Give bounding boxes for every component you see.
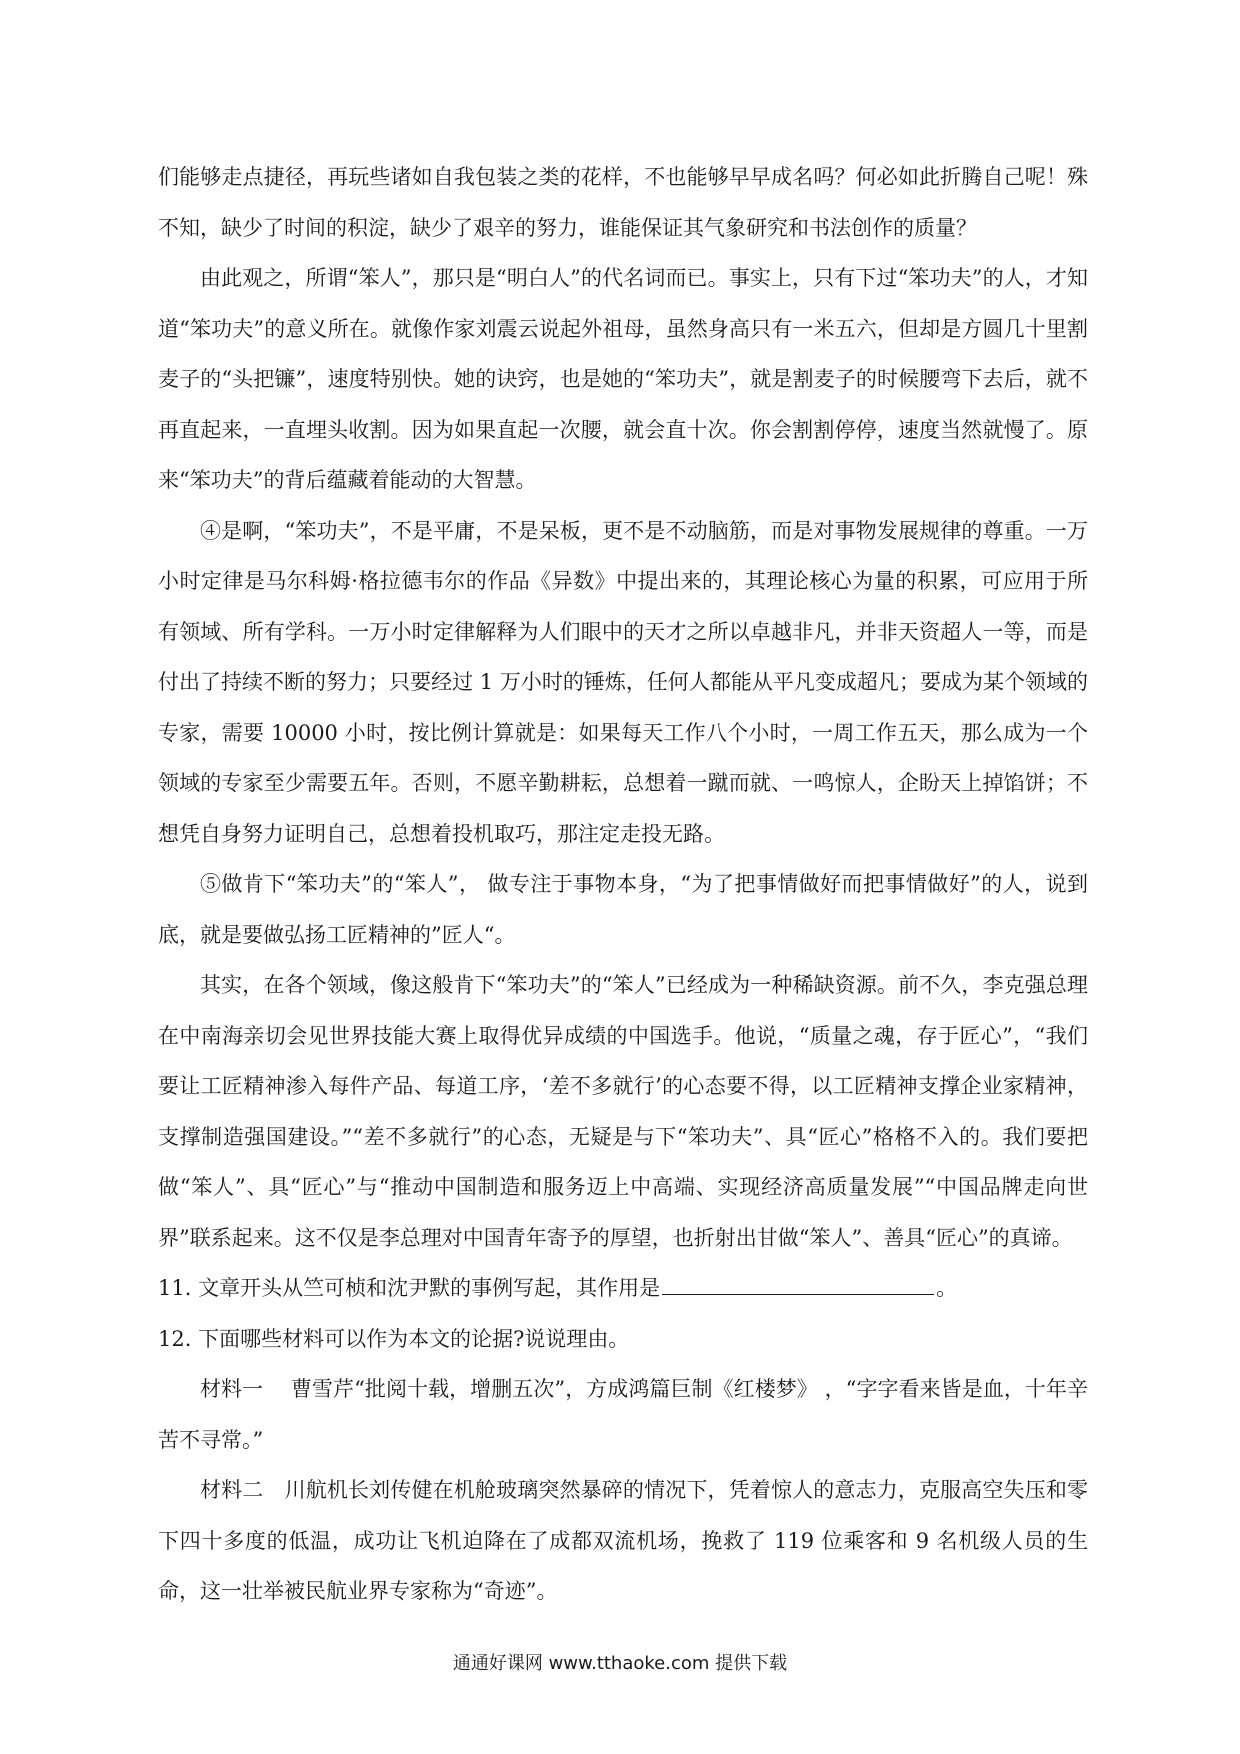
paragraph-craftsman: 其实，在各个领域，像这般肯下“笨功夫”的“笨人”已经成为一种稀缺资源。前不久，李克强总理在中南海亲切会见世界技能大赛上取得优异成绩的中国选手。他说，“质量之魂，存于匠心”，“我们要让工匠精神渗入每件产品、每道工序，‘差不多就行’的心态要不得，以工匠精神支撑企业家精神，支撑制造强国建设。”“差不多就行”的心态，无疑是与下“笨功夫”、具“匠心”格格不入的。我们要把做“笨人”、具“匠心”与“推动中国制造和服务迈上中高端、实现经济高质量发展”“中国品牌走向世界”联系起来。这不仅是李总理对中国青年寄予的厚望，也折射出甘做“笨人”、善具“匠心”的真谛。 xyxy=(158,973,1088,1250)
paragraph-5: ⑤做肯下“笨功夫”的“笨人”， 做专注于事物本身，“为了把事情做好而把事情做好”的人，说到底，就是要做弘扬工匠精神的”匠人“。 xyxy=(158,872,1088,947)
question-12: 12. 下面哪些材料可以作为本文的论据?说说理由。 xyxy=(158,1326,630,1351)
answer-blank[interactable] xyxy=(662,1272,934,1295)
question-11-text: 11. 文章开头从竺可桢和沈尹默的事例写起，其作用是 xyxy=(158,1276,661,1300)
question-11 xyxy=(158,1263,1088,1314)
material-2: 材料二 川航机长刘传健在机舱玻璃突然暴碎的情况下，凭着惊人的意志力，克服高空失压和零下四十多度的低温，成功让飞机迫降在了成都双流机场，挽救了 119 位乘客和 9 名机级人员的生命，这一壮举被民航业界专家称为“奇迹”。 xyxy=(158,1478,1088,1603)
document-body xyxy=(158,152,1088,1617)
page-footer: 通通好课网 www.tthaoke.com 提供下载 xyxy=(452,1653,788,1674)
question-11-end: 。 xyxy=(936,1276,958,1300)
paragraph-continuation: 们能够走点捷径，再玩些诸如自我包装之类的花样，不也能够早早成名吗？何必如此折腾自己呢！殊不知，缺少了时间的积淀，缺少了艰辛的努力，谁能保证其气象研究和书法创作的质量？ xyxy=(158,165,1088,240)
material-1: 材料一 曹雪芹“批阅十载，增删五次”，方成鸿篇巨制《红楼梦》 ，“字字看来皆是血，十年辛苦不寻常。” xyxy=(158,1377,1088,1452)
paragraph-clever-people: 由此观之，所谓“笨人”，那只是“明白人”的代名词而已。事实上，只有下过“笨功夫”的人，才知道“笨功夫”的意义所在。就像作家刘震云说起外祖母，虽然身高只有一米五六，但却是方圆几十里割麦子的“头把镰”，速度特别快。她的诀窍，也是她的“笨功夫”，就是割麦子的时候腰弯下去后，就不再直起来，一直埋头收割。因为如果直起一次腰，就会直十次。你会割割停停，速度当然就慢了。原来“笨功夫”的背后蕴藏着能动的大智慧。 xyxy=(158,266,1088,492)
paragraph-4: ④是啊，“笨功夫”，不是平庸，不是呆板，更不是不动脑筋，而是对事物发展规律的尊重。一万小时定律是马尔科姆·格拉德韦尔的作品《异数》中提出来的，其理论核心为量的积累，可应用于所有领域、所有学科。一万小时定律解释为人们眼中的天才之所以卓越非凡，并非天资超人一等，而是付出了持续不断的努力；只要经过 1 万小时的锤炼，任何人都能从平凡变成超凡；要成为某个领域的专家，需要 10000 小时，按比例计算就是：如果每天工作八个小时，一周工作五天，那么成为一个领域的专家至少需要五年。否则，不愿辛勤耕耘，总想着一蹴而就、一鸣惊人，企盼天上掉馅饼；不想凭自身努力证明自己，总想着投机取巧，那注定走投无路。 xyxy=(158,518,1088,846)
